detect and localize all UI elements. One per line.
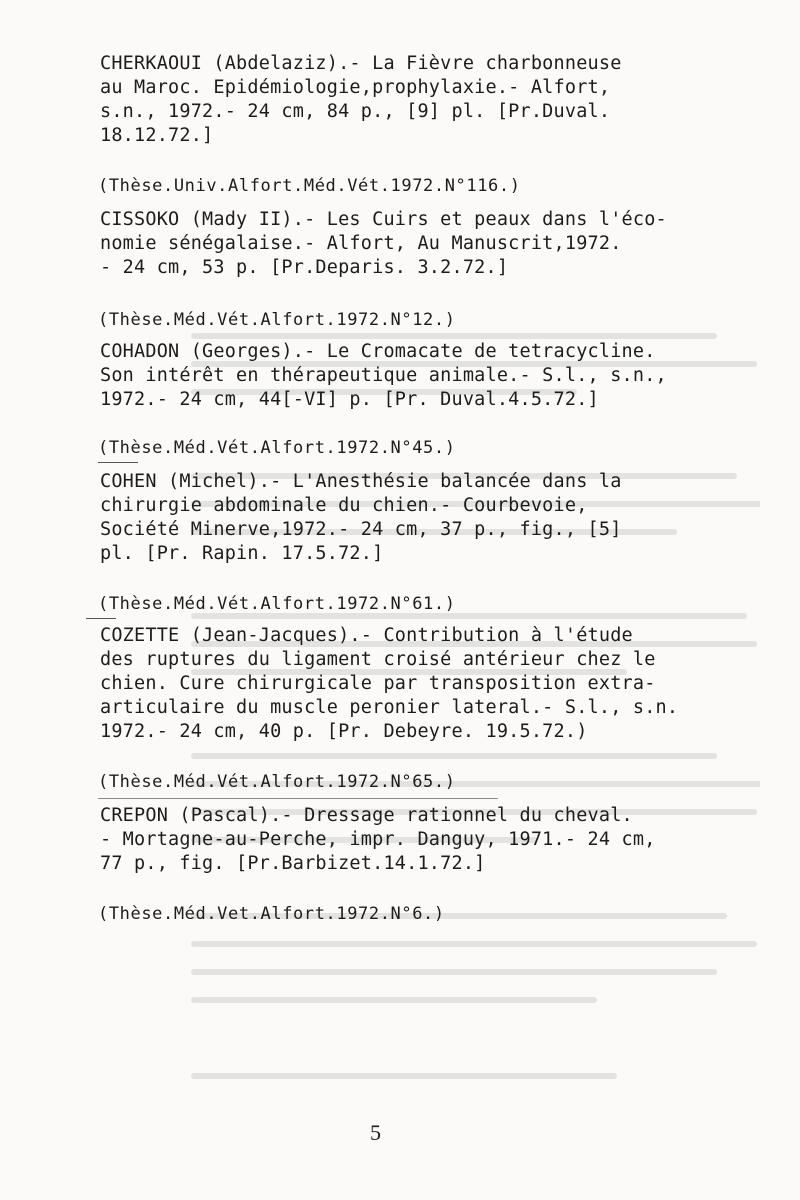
entry-line: COZETTE (Jean-Jacques).- Contribution à l'étude (100, 625, 633, 646)
thesis-reference: (Thèse.Méd.Vét.Alfort.1972.N°61.) (98, 594, 456, 614)
thesis-reference: (Thèse.Méd.Vét.Alfort.1972.N°45.) (98, 438, 456, 458)
entry-line: COHADON (Georges).- Le Cromacate de tetracycline. (100, 341, 656, 362)
entry-line: pl. [Pr. Rapin. 17.5.72.] (100, 543, 384, 564)
underline-mark (98, 462, 138, 463)
entry-line: CREPON (Pascal).- Dressage rationnel du cheval. (100, 805, 633, 826)
underline-mark (86, 618, 116, 619)
entry-line: 18.12.72.] (100, 125, 214, 146)
entry-line: Société Minerve,1972.- 24 cm, 37 p., fig., [5] (100, 519, 622, 540)
thesis-reference: (Thèse.Méd.Vét.Alfort.1972.N°65.) (98, 772, 456, 792)
underline-mark (98, 798, 498, 799)
page-number: 5 (370, 1120, 381, 1145)
entry-line: CHERKAOUI (Abdelaziz).- La Fièvre charbonneuse (100, 53, 622, 74)
entry-line: 77 p., fig. [Pr.Barbizet.14.1.72.] (100, 853, 486, 874)
entry-line: - Mortagne-au-Perche, impr. Danguy, 1971.- 24 cm, (100, 829, 656, 850)
entry-line: - 24 cm, 53 p. [Pr.Deparis. 3.2.72.] (100, 257, 509, 278)
thesis-reference: (Thèse.Méd.Vét.Alfort.1972.N°12.) (98, 310, 456, 330)
thesis-reference: (Thèse.Méd.Vet.Alfort.1972.N°6.) (98, 904, 445, 924)
entry-line: articulaire du muscle peronier lateral.- S.l., s.n. (100, 697, 679, 718)
thesis-reference: (Thèse.Univ.Alfort.Méd.Vét.1972.N°116.) (98, 176, 521, 196)
entry-line: des ruptures du ligament croisé antérieur chez le (100, 649, 656, 670)
entry-line: nomie sénégalaise.- Alfort, Au Manuscrit,1972. (100, 233, 622, 254)
entry-line: s.n., 1972.- 24 cm, 84 p., [9] pl. [Pr.Duval. (100, 101, 611, 122)
entry-line: Son intérêt en thérapeutique animale.- S.l., s.n., (100, 365, 667, 386)
entry-line: 1972.- 24 cm, 44[-VI] p. [Pr. Duval.4.5.72.] (100, 389, 599, 410)
entry-line: chien. Cure chirurgicale par transposition extra- (100, 673, 656, 694)
entry-line: chirurgie abdominale du chien.- Courbevoie, (100, 495, 588, 516)
entry-line: au Maroc. Epidémiologie,prophylaxie.- Alfort, (100, 77, 611, 98)
entry-line: CISSOKO (Mady II).- Les Cuirs et peaux dans l'éco- (100, 209, 667, 230)
entry-line: COHEN (Michel).- L'Anesthésie balancée dans la (100, 471, 622, 492)
entry-line: 1972.- 24 cm, 40 p. [Pr. Debeyre. 19.5.72.) (100, 721, 588, 742)
